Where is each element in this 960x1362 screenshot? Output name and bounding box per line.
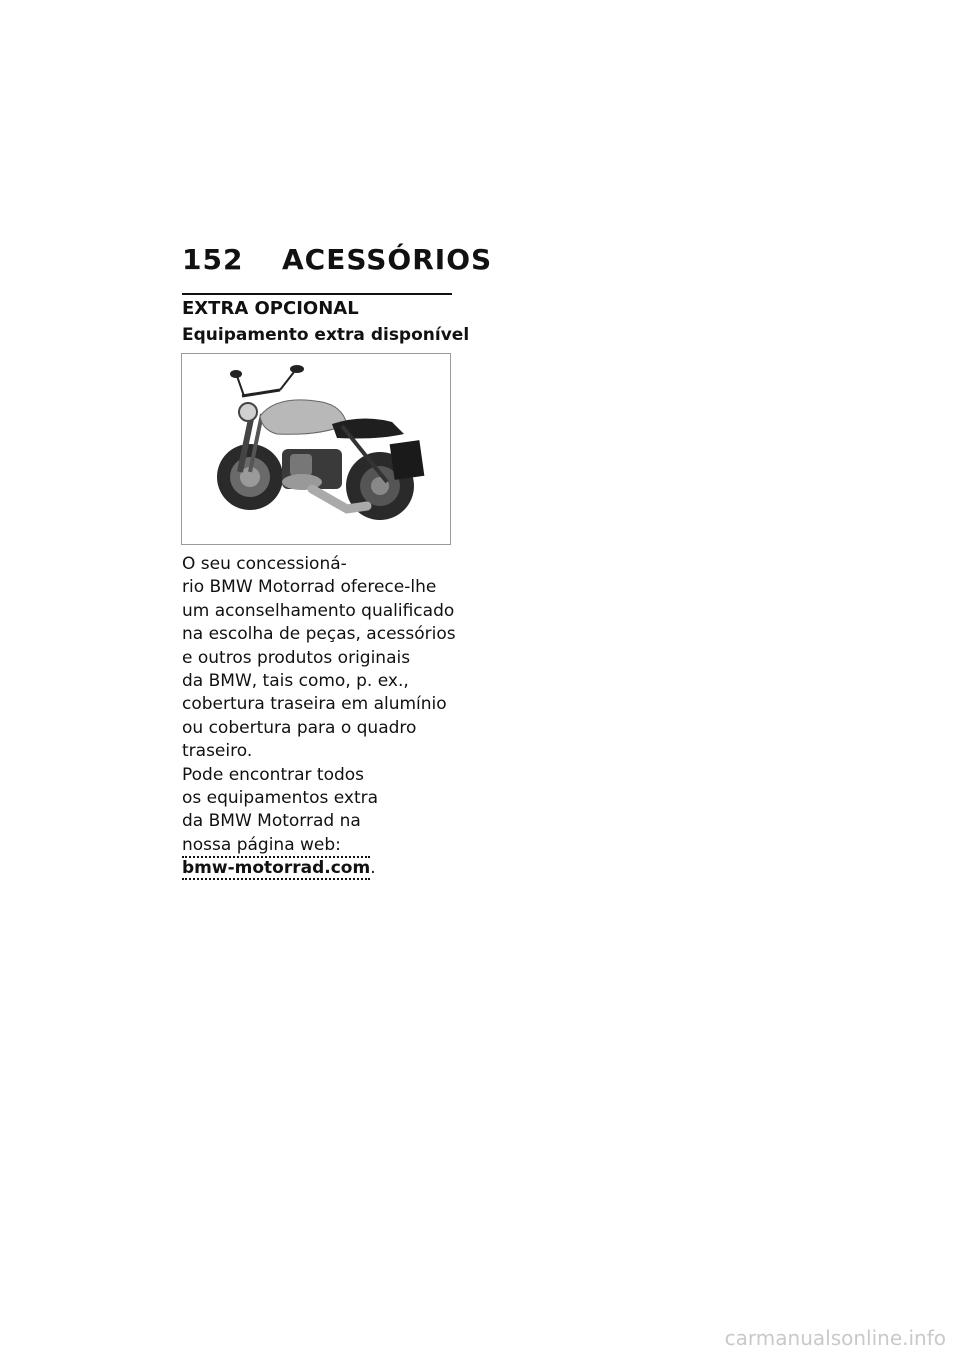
body-line: da BMW, tais como, p. ex.,: [182, 671, 409, 692]
motorcycle-image: [181, 353, 451, 545]
body-line: traseiro.: [182, 741, 253, 762]
watermark: carmanualsonline.info: [724, 1326, 946, 1350]
body-line: Pode encontrar todos: [182, 764, 365, 785]
section-title: EXTRA OPCIONAL: [182, 298, 359, 319]
section-subtitle: Equipamento extra disponível: [182, 325, 470, 345]
body-line: um aconselhamento qualificado: [182, 600, 455, 621]
link-line: [182, 857, 462, 880]
body-line: rio BMW Motorrad oferece-lhe: [182, 577, 437, 598]
link-suffix: .: [370, 858, 376, 879]
body-line: cobertura traseira em alumínio: [182, 694, 447, 715]
body-text: [182, 553, 462, 881]
body-line: os equipamentos extra: [182, 788, 379, 809]
body-line: ou cobertura para o quadro: [182, 717, 417, 738]
website-link[interactable]: bmw-motorrad.com: [182, 858, 371, 879]
body-line: O seu concessioná-: [182, 554, 347, 574]
page-number: 152: [182, 243, 244, 276]
chapter-title: ACESSÓRIOS: [282, 243, 493, 276]
body-line: na escolha de peças, acessórios: [182, 624, 456, 645]
body-line: nossa página web:: [182, 834, 341, 855]
header-divider: [182, 293, 452, 295]
page-header: [182, 243, 493, 283]
body-line: da BMW Motorrad na: [182, 811, 361, 832]
body-line: e outros produtos originais: [182, 647, 411, 668]
